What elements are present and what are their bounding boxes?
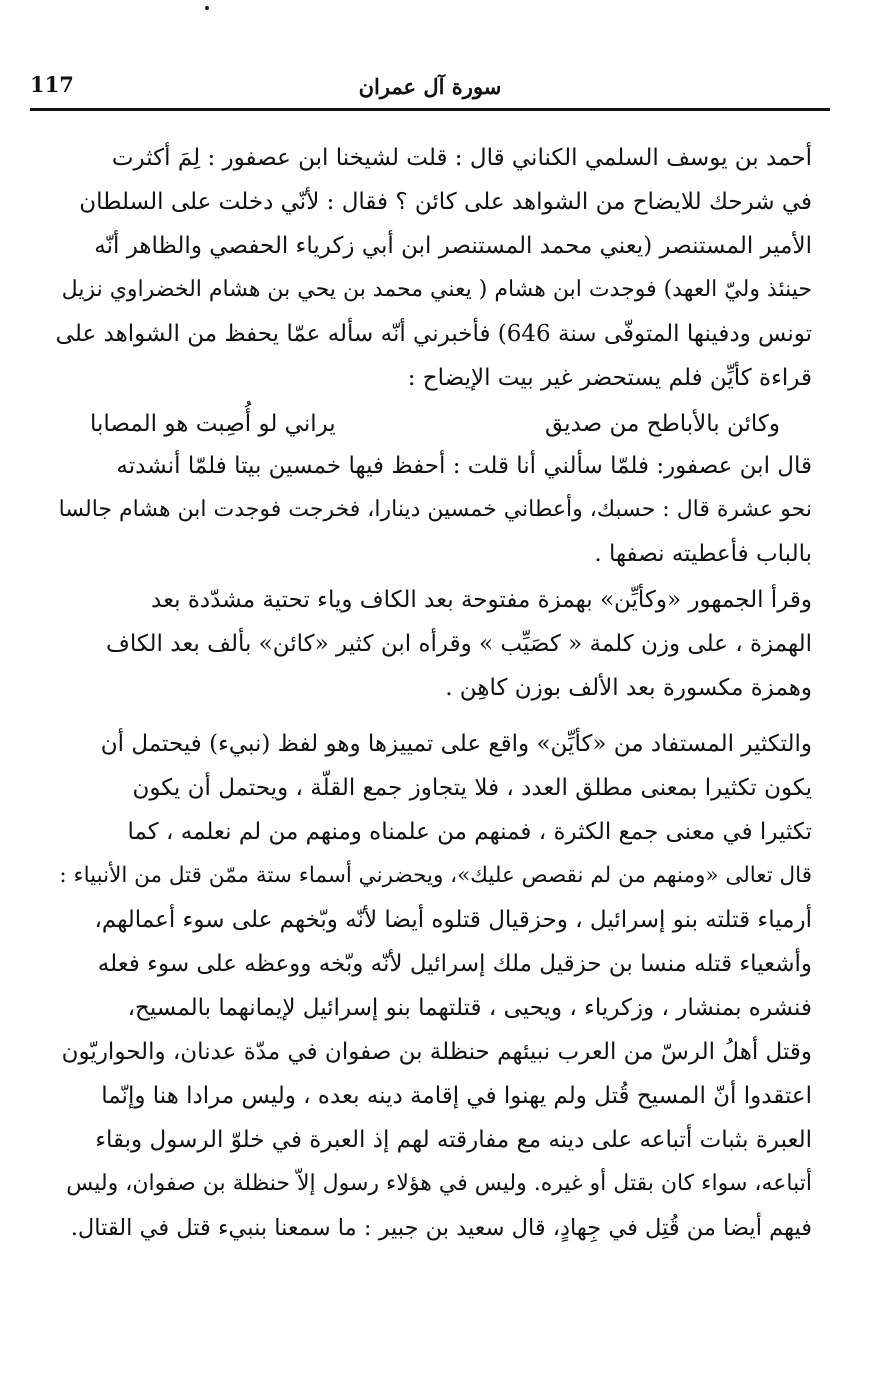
page-number: 117 [30, 72, 74, 97]
text-line: الهمزة ، على وزن كلمة « كصَيِّب » وقرأه ابن كثير «كائن» بألف بعد الكاف [106, 631, 812, 657]
text-line: يكون تكثيرا بمعنى مطلق العدد ، فلا يتجاوز جمع القلّة ، ويحتمل أن يكون [132, 775, 812, 801]
text-line: حينئذ وليّ العهد) فوجدت ابن هشام ( يعني محمد بن يحي بن هشام الخضراوي نزيل [61, 277, 812, 302]
text-line: أتباعه، سواء كان بقتل أو غيره. وليس في هؤلاء رسول إلاّ حنظلة بن صفوان، وليس [66, 1171, 812, 1196]
text-line: تكثيرا في معنى جمع الكثرة ، فمنهم من علمناه ومنهم من لم نعلمه ، كما [127, 819, 812, 845]
text-line: أحمد بن يوسف السلمي الكناني قال : قلت لشيخنا ابن عصفور : لِمَ أكثرت [111, 145, 812, 171]
header-rule [30, 108, 830, 111]
poetry-verse [90, 402, 780, 446]
text-line: أرمياء قتلته بنو إسرائيل ، وحزقيال قتلوه أيضا لأنّه وبّخهم على سوء أعمالهم، [94, 907, 812, 933]
text-line: فنشره بمنشار ، وزكرياء ، ويحيى ، قتلتهما بنو إسرائيل لإيمانهما بالمسيح، [127, 995, 812, 1021]
paragraph-1 [55, 136, 812, 400]
text-line: وقتل أهلُ الرسّ من العرب نبيئهم حنظلة بن صفوان في مدّة عدنان، والحواريّون [61, 1039, 812, 1065]
text-line: تونس ودفينها المتوفّى سنة 646) فأخبرني أنّه سأله عمّا يحفظ من الشواهد على [55, 321, 812, 347]
paragraph-4 [55, 722, 812, 1250]
running-title: سورة آل عمران [358, 74, 502, 99]
page-header [30, 68, 830, 108]
paragraph-2 [55, 444, 812, 576]
text-line: في شرحك للايضاح من الشواهد على كائن ؟ فقال : لأنّي دخلت على السلطان [79, 189, 812, 215]
text-line: والتكثير المستفاد من «كأيِّن» واقع على تمييزها وهو لفظ (نبيء) فيحتمل أن [100, 731, 812, 757]
text-line: قال تعالى «ومنهم من لم نقصص عليك»، ويحضرني أسماء ستة ممّن قتل من الأنبياء : [59, 863, 812, 888]
ink-speck [205, 6, 209, 10]
text-line: اعتقدوا أنّ المسيح قُتل ولم يهنوا في إقامة دينه بعده ، وليس مرادا هنا وإنّما [101, 1083, 812, 1109]
text-line: الأمير المستنصر (يعني محمد المستنصر ابن أبي زكرياء الحفصي والظاهر أنّه [94, 233, 812, 259]
text-line: قراءة كأيِّن فلم يستحضر غير بيت الإيضاح : [407, 365, 812, 391]
paragraph-3 [55, 578, 812, 710]
text-line: وقرأ الجمهور «وكأيِّن» بهمزة مفتوحة بعد الكاف وياء تحتية مشدّدة بعد [151, 587, 812, 613]
verse-first-hemistich: وكائن بالأباطح من صديق [544, 411, 780, 437]
text-line: قال ابن عصفور: فلمّا سألني أنا قلت : أحفظ فيها خمسين بيتا فلمّا أنشدته [116, 453, 812, 479]
verse-second-hemistich: يراني لو أُصِبت هو المصابا [90, 411, 336, 437]
text-line: وأشعياء قتله منسا بن حزقيل ملك إسرائيل لأنّه وبّخه ووعظه على سوء فعله [97, 951, 812, 977]
text-line: العبرة بثبات أتباعه على دينه مع مفارقته لهم إذ العبرة في خلوّ الرسول وبقاء [95, 1127, 812, 1153]
text-line: فيهم أيضا من قُتِل في جِهادٍ، قال سعيد بن جبير : ما سمعنا بنبيء قتل في القتال. [70, 1215, 812, 1241]
text-line: بالباب فأعطيته نصفها . [594, 541, 812, 567]
text-line: وهمزة مكسورة بعد الألف بوزن كاهِن . [445, 675, 812, 701]
text-line: نحو عشرة قال : حسبك، وأعطاني خمسين دينارا، فخرجت فوجدت ابن هشام جالسا [58, 497, 812, 522]
